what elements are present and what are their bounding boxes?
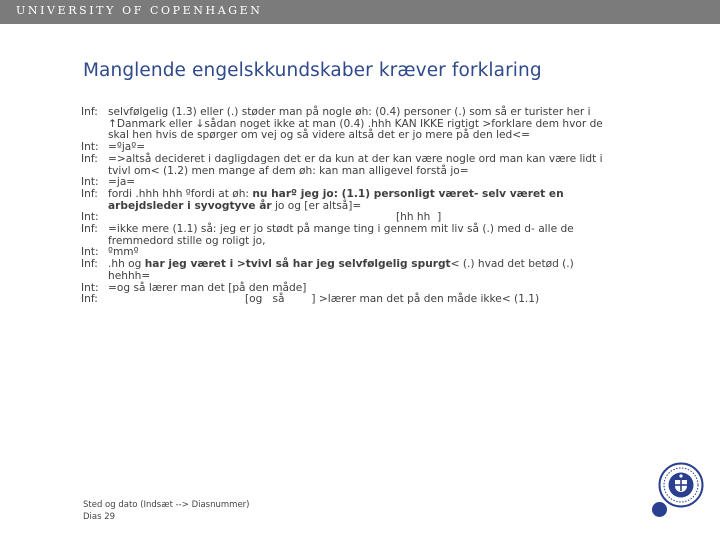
utterance-plain: jo og [er altså]= (271, 199, 362, 212)
utterance-text: =>altså decideret i dagligdagen det er da kun at der kan være nogle ord man kan være lidt i tvivl om< (1.2) men mange af dem øh: kan man alligevel forstå jo= (108, 152, 606, 177)
transcript-line (81, 259, 611, 282)
transcript-line (81, 294, 611, 306)
speaker-label: Int: (81, 141, 99, 154)
university-seal-icon (658, 462, 704, 508)
utterance-text: ºmmº (108, 246, 139, 259)
slide-footer (83, 500, 250, 523)
transcript (81, 107, 611, 306)
university-name: UNIVERSITY OF COPENHAGEN (16, 4, 263, 17)
transcript-line (81, 189, 611, 212)
utterance-text: =ja= (108, 176, 136, 189)
speaker-label: Inf: (81, 106, 98, 118)
speaker-label: Inf: (81, 293, 98, 306)
speaker-label: Inf: (81, 187, 98, 200)
utterance-bold: har jeg været i >tvivl så har jeg selvfølgelig spurgt (144, 258, 451, 271)
utterance-text: =ikke mere (1.1) så: jeg er jo stødt på mange ting i gennem mit liv så (.) med d- alle de fremmedord stille og roligt jo, (108, 223, 578, 247)
slide-number: Dias 29 (83, 511, 116, 522)
utterance-text (108, 294, 611, 306)
speaker-label: Int: (81, 281, 99, 294)
overlap-text: [og så ] >lærer man det på den måde ikke< (1.1) (245, 293, 540, 306)
utterance-plain: < (.) hvad det betød (.) hehhh= (108, 258, 578, 282)
speaker-label: Inf: (81, 152, 98, 165)
speaker-label: Inf: (81, 223, 98, 236)
utterance-text (108, 259, 611, 282)
utterance-plain: fordi .hhh hhh ºfordi at øh: (108, 187, 253, 200)
slide-title: Manglende engelskkundskaber kræver forklaring (83, 60, 542, 81)
footer-date-placeholder: Sted og dato (Indsæt --> Diasnummer) (83, 500, 250, 510)
transcript-line (81, 107, 611, 142)
transcript-line (81, 224, 611, 247)
speaker-label: Int: (81, 246, 99, 259)
speaker-label: Inf: (81, 258, 98, 271)
speaker-label: Int: (81, 176, 99, 189)
utterance-plain: .hh og (108, 258, 145, 271)
logo-dot (652, 502, 667, 517)
header-bar (0, 0, 720, 24)
speaker-label: Int: (81, 211, 99, 224)
utterance-text: =ºjaº= (108, 141, 146, 154)
utterance-text: selvfølgelig (1.3) eller (.) støder man på nogle øh: (0.4) personer (.) som så er turister her i ↑Danmark eller ↓sådan noget ikke at man (0.4) .hhh KAN IKKE rigtigt >forklare dem hvor de skal hen hvis de spørger om vej og så videre altså det er jo mere på den led<= (108, 106, 607, 142)
utterance-text: [hh hh ] (396, 211, 442, 224)
transcript-line (81, 154, 611, 177)
utterance-bold: nu harº jeg jo: (1.1) personligt været- selv været en arbejdsleder i syvogtyve år (108, 187, 568, 212)
utterance-text (108, 189, 611, 212)
utterance-text: =og så lærer man det [på den måde] (108, 281, 307, 294)
